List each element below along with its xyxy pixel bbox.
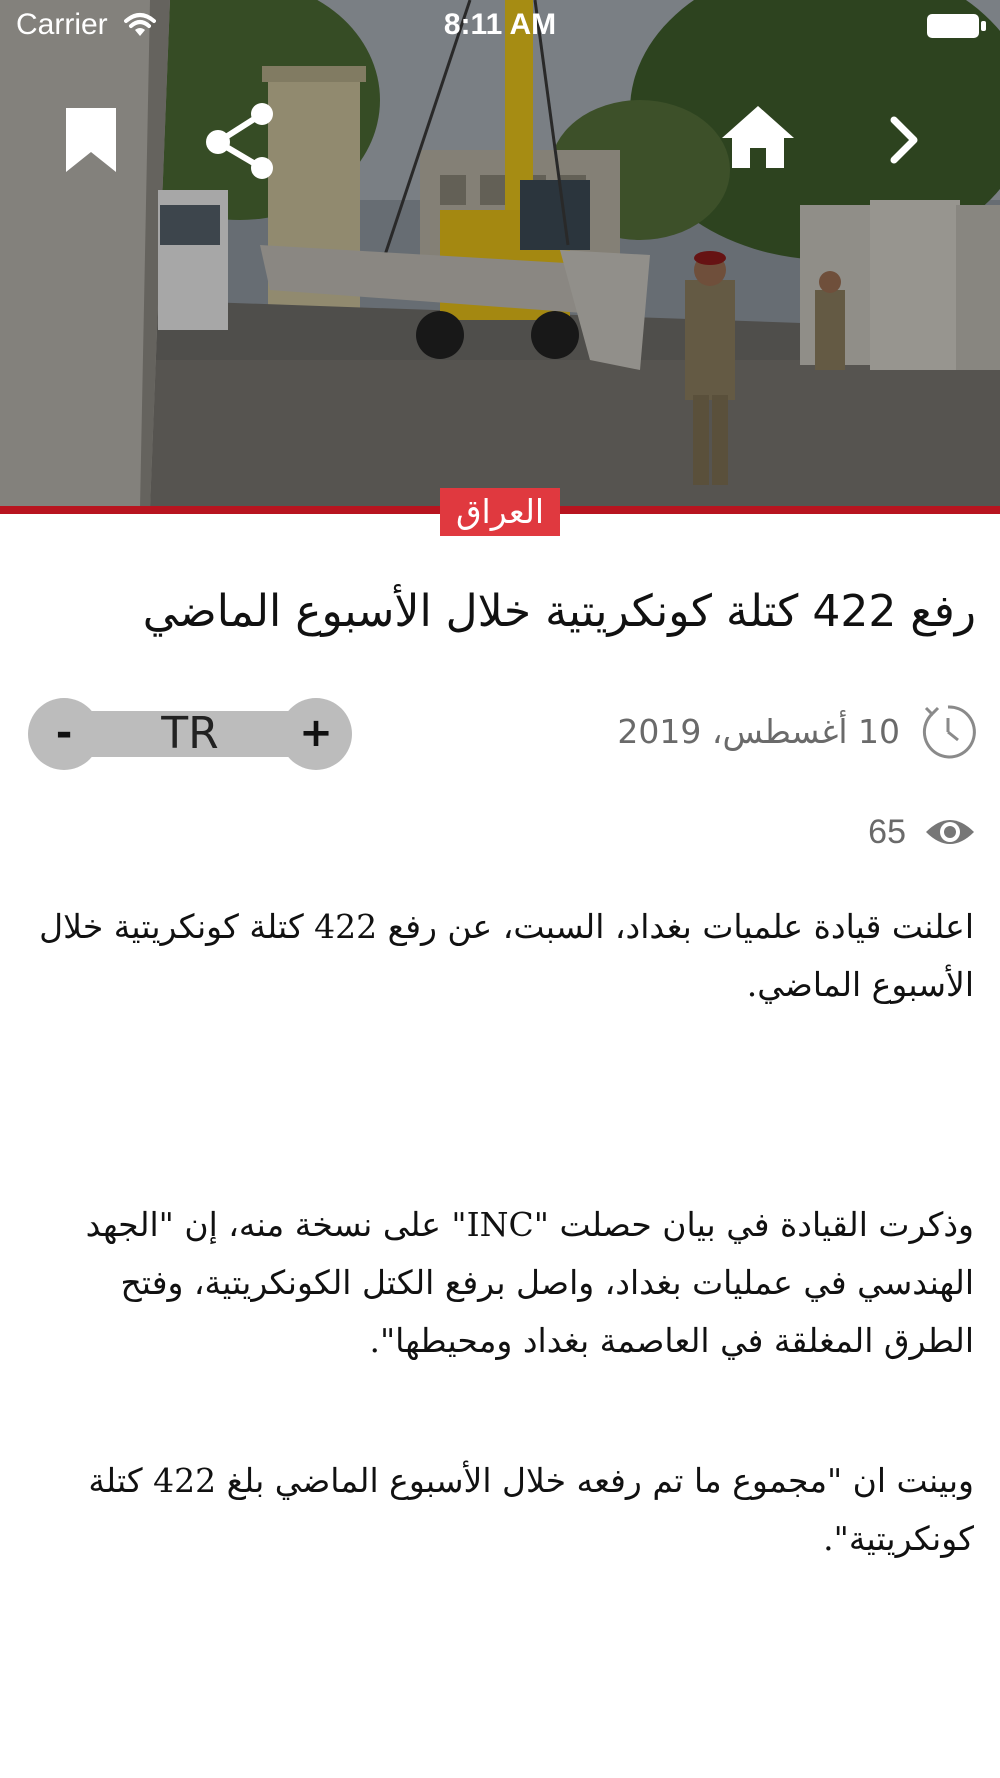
article-headline: رفع 422 كتلة كونكريتية خلال الأسبوع الماضي [142, 586, 976, 637]
battery-icon [926, 12, 988, 40]
eye-icon [924, 814, 976, 850]
share-icon[interactable] [204, 102, 276, 180]
article-paragraph: وبينت ان "مجموع ما تم رفعه خلال الأسبوع الماضي بلغ 422 كتلة كونكريتية". [88, 1461, 974, 1558]
views-count: 65 [868, 813, 906, 851]
carrier-label: Carrier [16, 8, 108, 41]
article-paragraph: وذكرت القيادة في بيان حصلت "INC" على نسخة منه، إن "الجهد الهندسي في عمليات بغداد، واصل برفع الكتل الكونكريتية، وفتح الطرق المغلقة في العاصمة بغداد ومحيطها". [85, 1205, 974, 1360]
hero-overlay [0, 0, 1000, 508]
home-icon[interactable] [720, 104, 796, 170]
font-increase-button[interactable]: + [280, 698, 352, 770]
font-size-control [28, 698, 352, 770]
publish-date: 10 أغسطس، 2019 [617, 712, 900, 751]
bookmark-icon[interactable] [62, 104, 120, 176]
hero-image [0, 0, 1000, 508]
chevron-right-icon[interactable] [886, 116, 922, 164]
status-time: 8:11 AM [443, 8, 557, 41]
status-bar [0, 0, 1000, 50]
font-decrease-button[interactable]: - [28, 698, 100, 770]
article-paragraph: اعلنت قيادة علميات بغداد، السبت، عن رفع 422 كتلة كونكريتية خلال الأسبوع الماضي. [39, 907, 974, 1004]
clock-icon [918, 702, 978, 762]
category-badge[interactable]: العراق [440, 488, 560, 536]
font-size-label: TR [161, 708, 219, 759]
wifi-icon [124, 12, 156, 38]
